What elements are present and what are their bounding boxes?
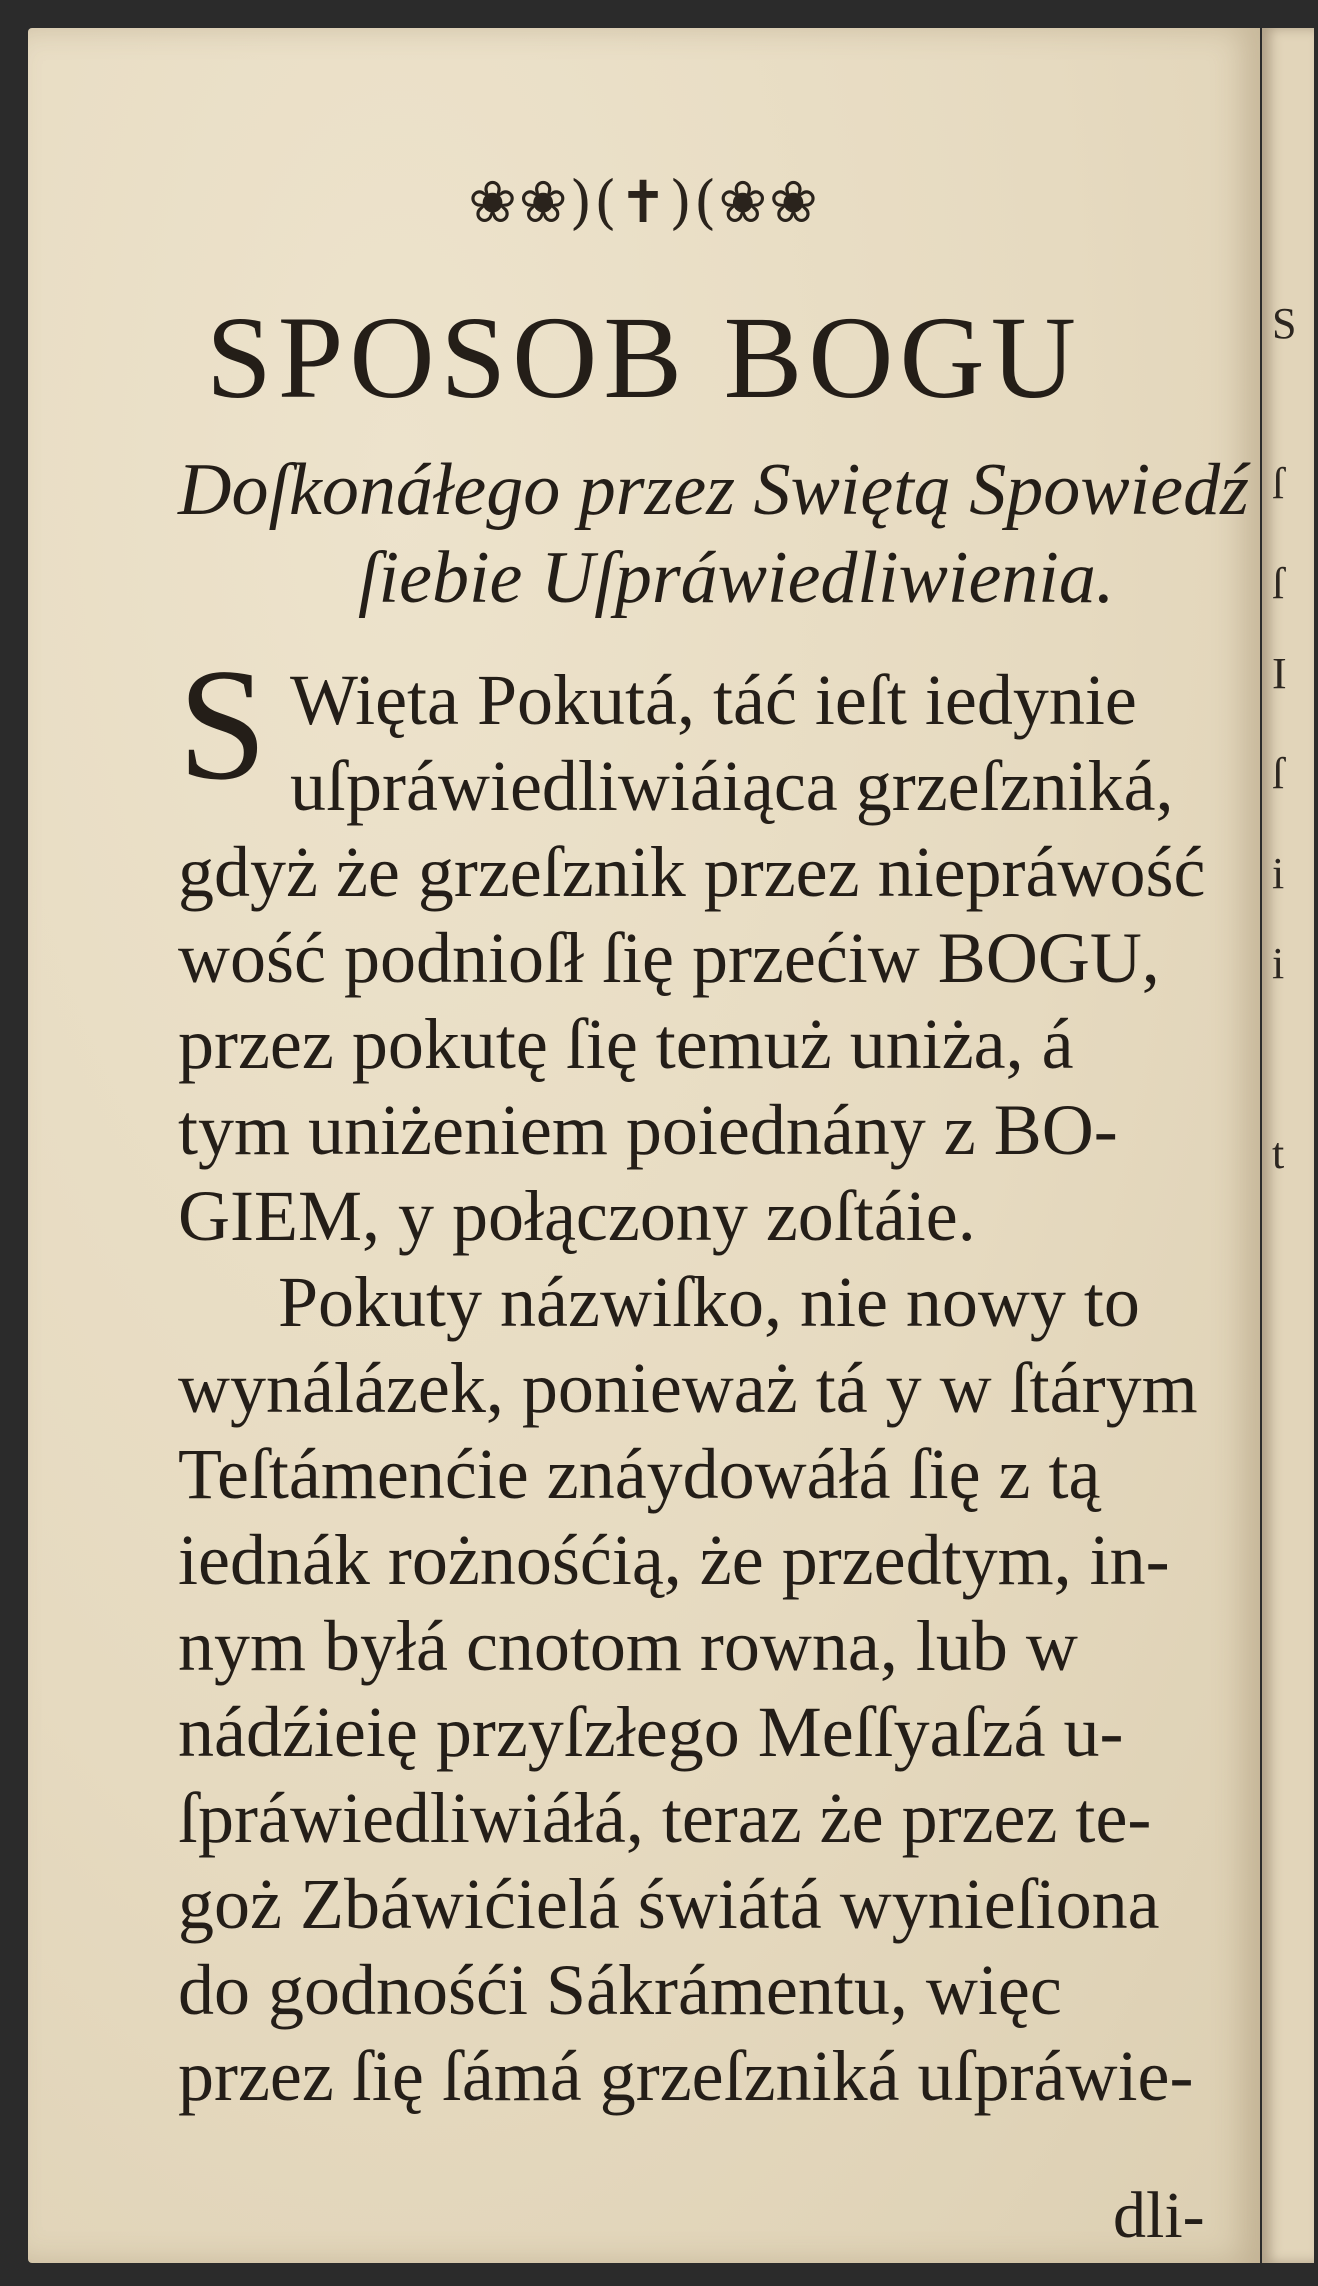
- drop-cap: S: [178, 635, 267, 813]
- body-line: ſpráwiedliwiáłá, teraz że przez te-: [178, 1778, 1152, 1858]
- body-line: uſpráwiedliwiáiąca grzeſzniká,: [290, 746, 1174, 826]
- subtitle-line-2: ſiebie Uſpráwiedliwienia.: [358, 537, 1115, 619]
- body-line: GIEM, y połączony zoſtáie.: [178, 1176, 976, 1256]
- header-ornament: ❀❀)(✝)(❀❀: [468, 168, 820, 236]
- body-line: nádźieię przyſzłego Meſſyaſzá u-: [178, 1692, 1124, 1772]
- body-line: wynálázek, ponieważ tá y w ſtárym: [178, 1348, 1198, 1428]
- page-title: SPOSOB BOGU: [206, 292, 1082, 423]
- facing-page-edge: [1262, 28, 1314, 2263]
- body-line: nym byłá cnotom rowna, lub w: [178, 1606, 1078, 1686]
- body-line: do godnośći Sákrámentu, więc: [178, 1950, 1062, 2030]
- body-line: iednák rożnośćią, że przedtym, in-: [178, 1520, 1170, 1600]
- body-line: gdyż że grzeſznik przez niepráwość: [178, 832, 1206, 912]
- facing-page-glyph: i: [1272, 939, 1285, 988]
- body-line: wość podnioſł ſię przećiw BOGU,: [178, 918, 1160, 998]
- facing-page-glyph: i: [1272, 849, 1285, 898]
- body-line: Więta Pokutá, táć ieſt iedynie: [290, 660, 1137, 740]
- body-line: goż Zbáwićielá świátá wynieſiona: [178, 1864, 1160, 1944]
- facing-page-glyph: t: [1272, 1129, 1285, 1178]
- body-line: Pokuty názwiſko, nie nowy to: [278, 1262, 1140, 1342]
- book-page: [28, 28, 1260, 2263]
- body-line: przez pokutę ſię temuż uniża, á: [178, 1004, 1074, 1084]
- body-line: Teſtámenćie znáydowáłá ſię z tą: [178, 1434, 1101, 1514]
- facing-page-glyph: S: [1272, 299, 1297, 348]
- catchword: dli-: [1113, 2179, 1205, 2252]
- subtitle-line-1: Doſkonáłego przez Swiętą Spowiedź: [178, 449, 1249, 531]
- facing-page-glyph: I: [1272, 649, 1287, 698]
- facing-page-glyph: ſ: [1272, 459, 1285, 508]
- body-line: tym uniżeniem poiednány z BO-: [178, 1090, 1118, 1170]
- facing-page-glyph: ſ: [1272, 749, 1285, 798]
- body-line: przez ſię ſámá grzeſzniká uſpráwie-: [178, 2036, 1194, 2116]
- facing-page-glyph: ſ: [1272, 559, 1285, 608]
